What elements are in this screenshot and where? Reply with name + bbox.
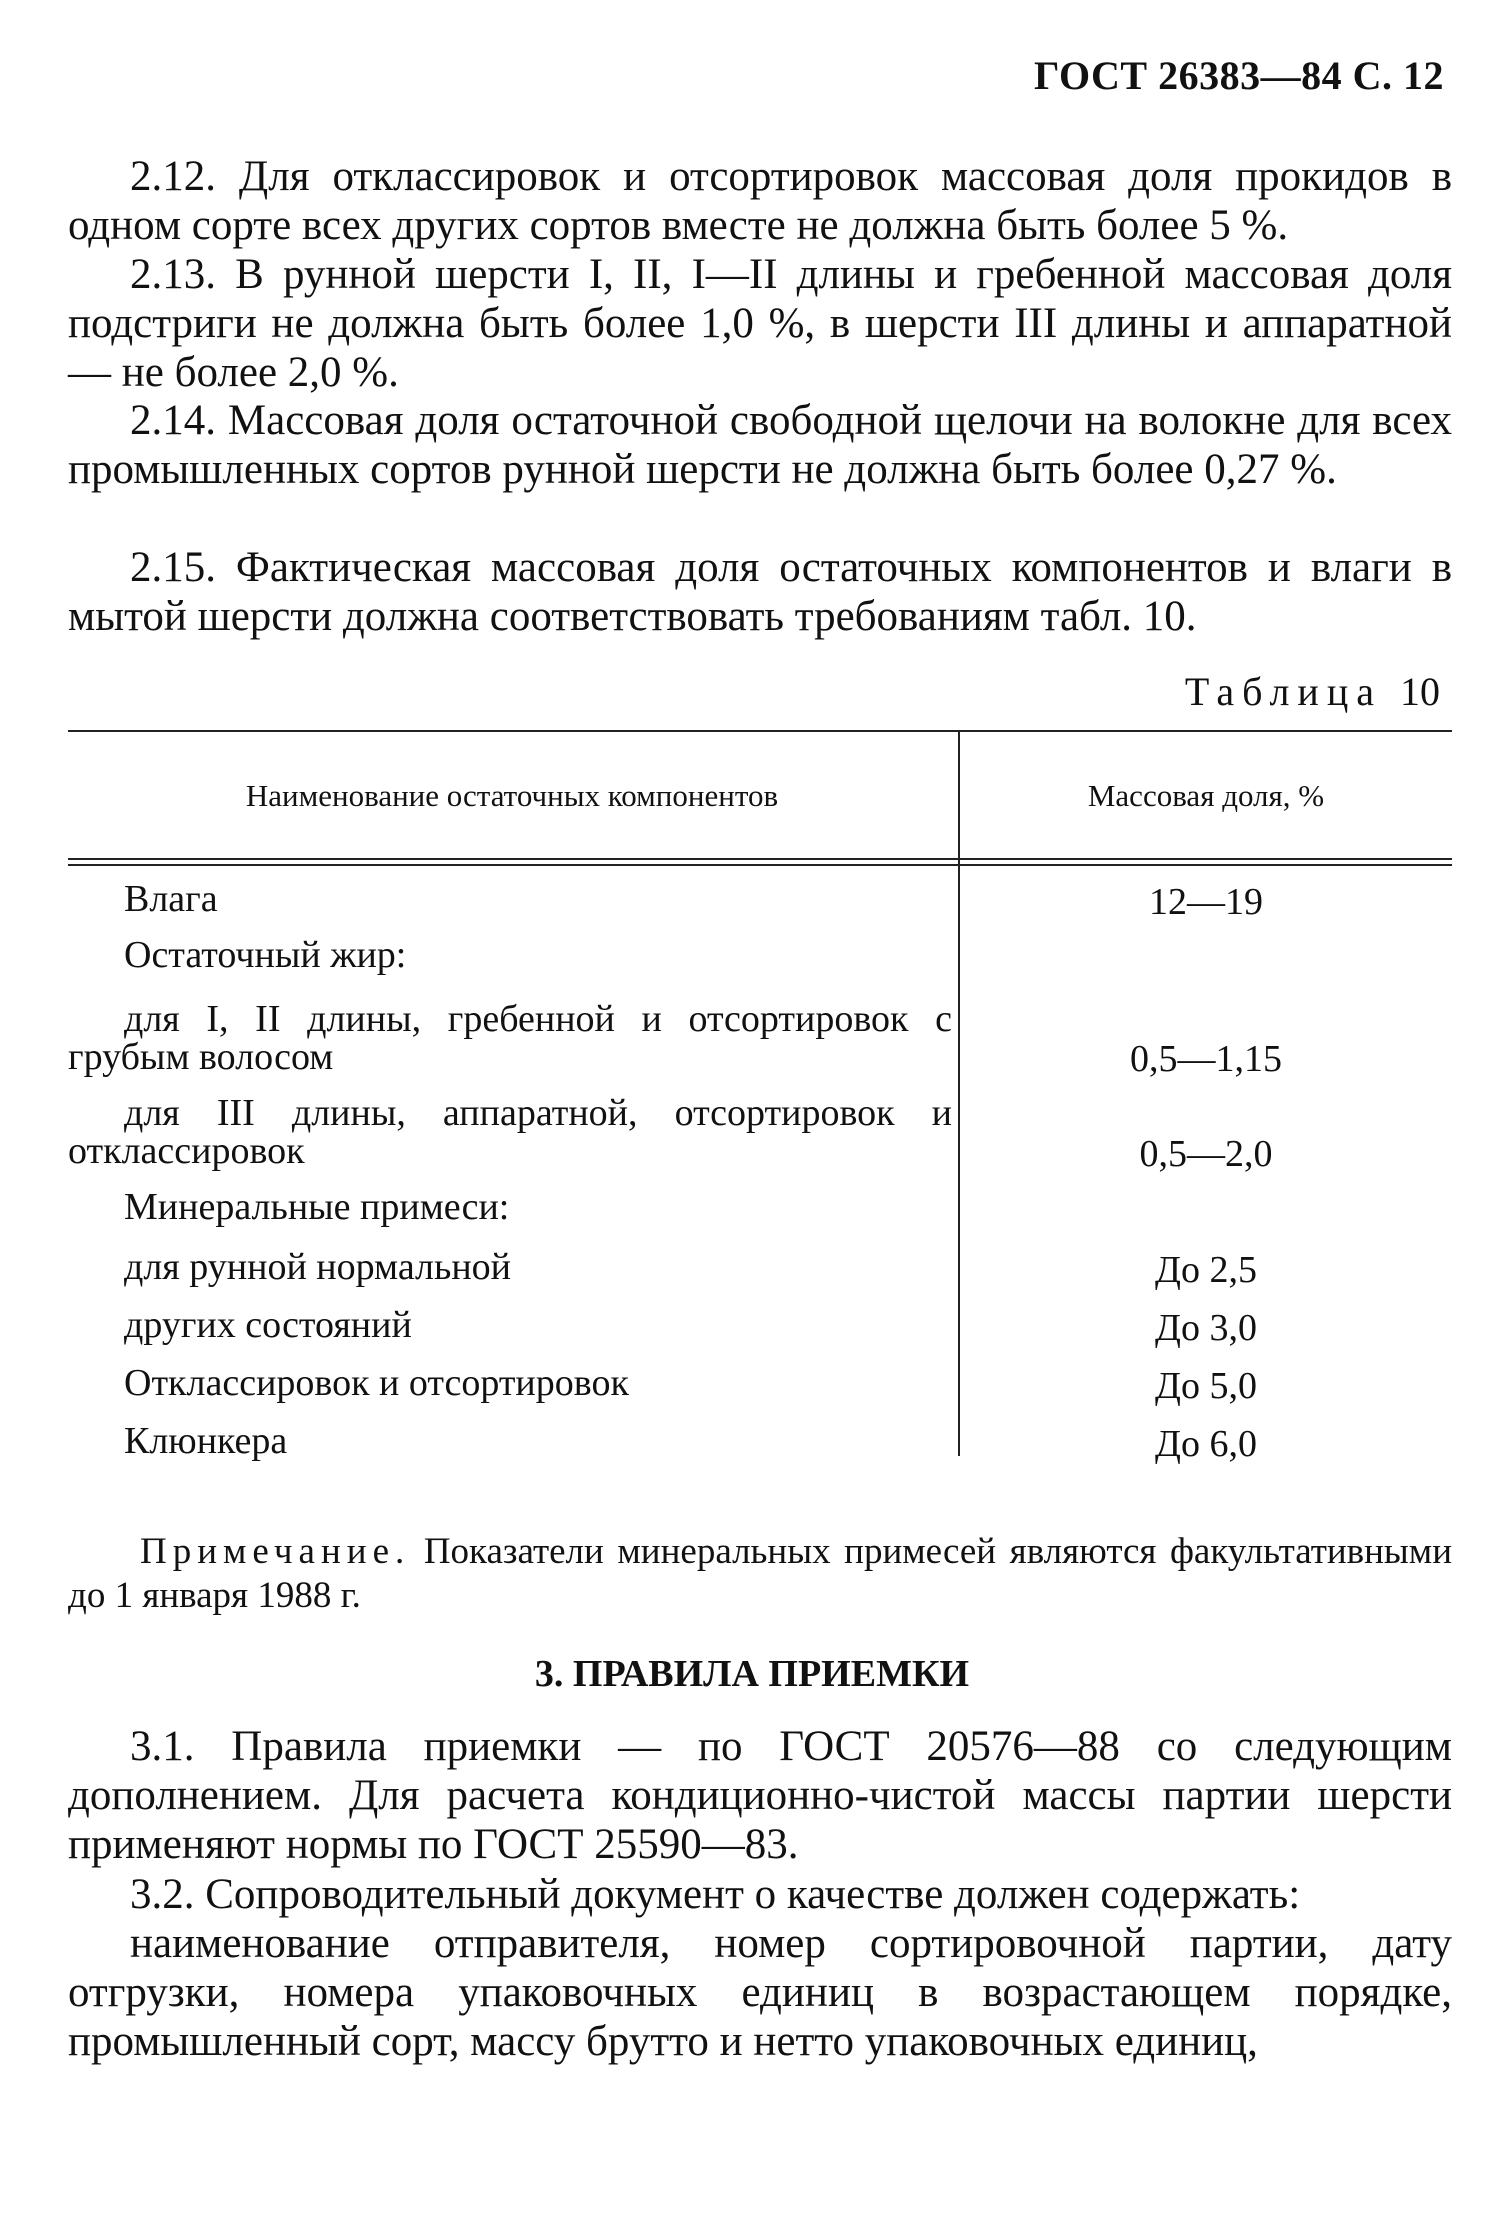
table-header-value: Массовая доля, % (1087, 778, 1325, 813)
paragraph-2-13 (68, 250, 1452, 397)
table-row-value: До 5,0 (1155, 1365, 1257, 1407)
table-row-value: 0,5—2,0 (1139, 1133, 1273, 1175)
table-row-name: Влага (124, 878, 218, 920)
paragraph-2-14 (68, 396, 1452, 494)
table-caption-number: 10 (1400, 669, 1440, 714)
page-header: ГОСТ 26383—84 С. 12 (1033, 53, 1444, 98)
paragraph-2-13-text: 2.13. В рунной шерсти I, II, I—II длины и гребенной массовая доля подстриги не должна быть более 1,0 %, в шерсти III длины и аппаратной — не более 2,0 %. (68, 251, 1452, 396)
section-heading: 3. ПРАВИЛА ПРИЕМКИ (534, 1653, 970, 1695)
table-row-name: Отклассировок и отсортировок (124, 1362, 629, 1404)
paragraph-3-1 (68, 1722, 1452, 1869)
table-header-name: Наименование остаточных компонентов (245, 778, 779, 813)
table-row-name: Минеральные примеси: (124, 1186, 510, 1228)
paragraph-2-14-text: 2.14. Массовая доля остаточной свободной щелочи на волокне для всех промышленных сортов рунной шерсти не должна быть более 0,27 %. (68, 397, 1452, 493)
table-header-rule-1 (68, 858, 1452, 860)
table-row-name: для рунной нормальной (124, 1246, 511, 1288)
table-row-value: До 3,0 (1155, 1307, 1257, 1349)
table-row-value: До 2,5 (1155, 1249, 1257, 1291)
note-label: Примечание. (140, 1531, 411, 1572)
table-top-rule (68, 730, 1452, 732)
table-row-value: 0,5—1,15 (1130, 1038, 1282, 1080)
table-caption (1185, 668, 1440, 715)
table-row-name: для III длины, аппаратной, отсортировок и отклассировок (68, 1092, 952, 1172)
table-row-name: Остаточный жир: (124, 934, 407, 976)
table-row-value: До 6,0 (1155, 1423, 1257, 1465)
paragraph-2-12-text: 2.12. Для отклассировок и отсортировок массовая доля прокидов в одном сорте всех других сортов вместе не должна быть более 5 %. (68, 153, 1452, 249)
table-row-name: для I, II длины, гребенной и отсортировок с грубым волосом (68, 998, 952, 1078)
paragraph-3-2-continued (68, 1919, 1452, 2066)
paragraph-3-2-continued-text: наименование отправителя, номер сортировочной партии, дату отгрузки, номера упаковочных единиц в возрастающем порядке, промышленный сорт, массу брутто и нетто упаковочных единиц, (68, 1920, 1452, 2065)
paragraph-2-15 (68, 543, 1452, 641)
table-row-value: 12—19 (1149, 881, 1263, 923)
table-note (68, 1530, 1452, 1618)
table-caption-word: Таблица (1184, 669, 1382, 714)
table-header-rule-2 (68, 864, 1452, 866)
paragraph-2-15-text: 2.15. Фактическая массовая доля остаточных компонентов и влаги в мытой шерсти должна соответствовать требованиям табл. 10. (68, 544, 1452, 640)
paragraph-3-2 (68, 1870, 1452, 1919)
paragraph-3-2-text: 3.2. Сопроводительный документ о качестве должен содержать: (130, 1871, 1301, 1918)
note-text: Показатели минеральных примесей являются факультативными до 1 января 1988 г. (68, 1531, 1453, 1616)
paragraph-3-1-text: 3.1. Правила приемки — по ГОСТ 20576—88 со следующим дополнением. Для расчета кондиционно-чистой массы партии шерсти применяют нормы по ГОСТ 25590—83. (68, 1723, 1452, 1868)
table-row-name: Клюнкера (124, 1420, 288, 1462)
table-row-name: других состояний (124, 1304, 412, 1346)
paragraph-2-12 (68, 152, 1452, 250)
